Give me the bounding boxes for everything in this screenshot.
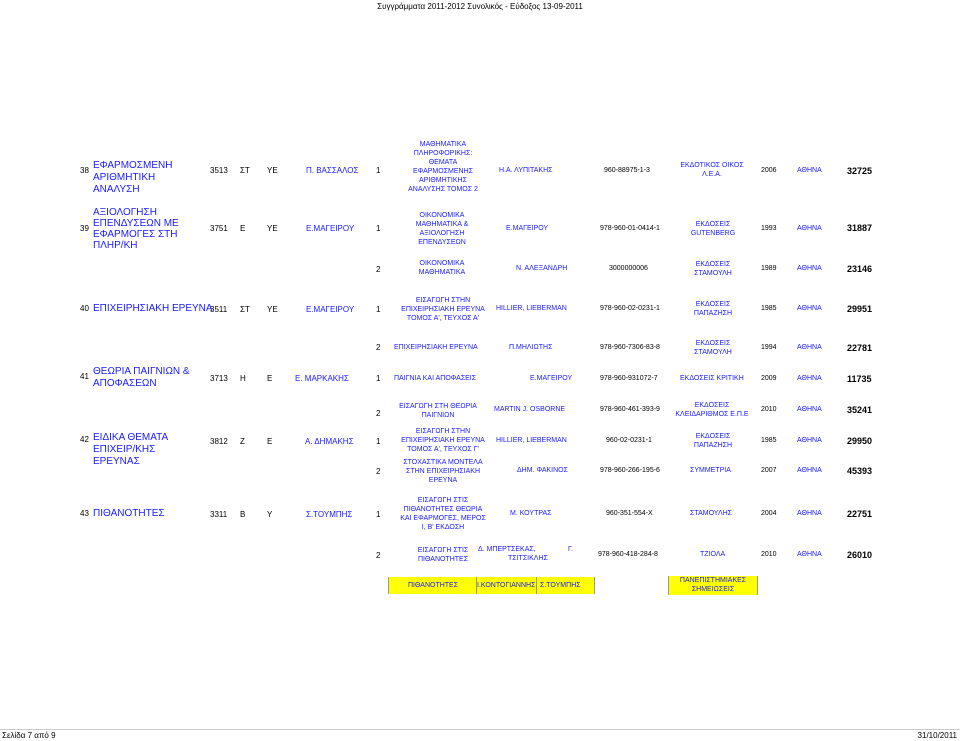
eudoxus-code: 45393 — [847, 466, 873, 476]
isbn: 978-960-461-393-9 — [600, 406, 660, 413]
publisher: ΕΚΔΟΣΕΙΣ GUTENBERG — [690, 221, 736, 237]
book-title: ΕΙΣΑΓΩΓΗ ΣΤΙΣ ΠΙΘΑΝΟΤΗΤΕΣ — [417, 547, 469, 563]
city: ΑΘΗΝΑ — [797, 375, 822, 382]
semester: ΣΤ — [240, 305, 250, 314]
city: ΑΘΗΝΑ — [797, 510, 822, 517]
semester: Ζ — [240, 437, 245, 446]
city: ΑΘΗΝΑ — [797, 551, 822, 558]
eudoxus-code: 26010 — [847, 550, 873, 560]
publisher: ΕΚΔΟΣΕΙΣ ΚΛΕΙΔΑΡΙΘΜΟΣ Ε.Π.Ε — [675, 402, 749, 418]
year: 1985 — [761, 305, 777, 312]
isbn: 978-960-418-284-8 — [598, 551, 658, 558]
isbn: 978-960-266-195-6 — [600, 467, 660, 474]
professor: Ε. ΜΑΡΚΑΚΗΣ — [295, 374, 349, 383]
eudoxus-code: 22751 — [847, 509, 873, 519]
publisher: ΕΚΔΟΣΕΙΣ ΣΤΑΜΟΥΛΗ — [694, 340, 732, 356]
book-author: Ν. ΑΛΕΞΑΝΔΡΗ — [516, 265, 568, 272]
book-title: ΜΑΘΗΜΑΤΙΚΑ ΠΛΗΡΟΦΟΡΙΚΗΣ: ΘΕΜΑΤΑ ΕΦΑΡΜΟΣΜΕΝΗΣ ΑΡΙΘΜΗΤΙΚΗΣ ΑΝΑΛΥΣΗΣ ΤΟΜΟΣ 2 — [408, 141, 478, 193]
year: 1989 — [761, 265, 777, 272]
course-code-number: 43 — [80, 509, 89, 518]
year: 2004 — [761, 510, 777, 517]
book-option: 1 — [376, 166, 381, 175]
year: 2010 — [761, 406, 777, 413]
book-title: ΠΑΙΓΝΙΑ ΚΑΙ ΑΠΟΦΑΣΕΙΣ — [394, 375, 477, 382]
page-header: Συγγράμματα 2011-2012 Συνολικός - Εύδοξος 13-09-2011 — [377, 2, 583, 11]
course-title: ΘΕΩΡΙΑ ΠΑΙΓΝΙΩΝ & ΑΠΟΦΑΣΕΩΝ — [93, 366, 190, 389]
book-option: 2 — [376, 467, 381, 476]
publisher: ΕΚΔΟΣΕΙΣ ΠΑΠΑΖΗΣΗ — [693, 433, 733, 449]
book-title: ΕΙΣΑΓΩΓΗ ΣΤΗ ΘΕΩΡΙΑ ΠΑΙΓΝΙΩΝ — [399, 403, 477, 419]
course-type: ΥΕ — [267, 166, 278, 175]
course-title: ΕΙΔΙΚΑ ΘΕΜΑΤΑ ΕΠΙΧΕΙΡ/ΚΗΣ ΕΡΕΥΝΑΣ — [93, 432, 168, 467]
book-title: ΟΙΚΟΝΟΜΙΚΑ ΜΑΘΗΜΑΤΙΚΑ & ΑΞΙΟΛΟΓΗΣΗ ΕΠΕΝΔΥΣΕΩΝ — [415, 212, 469, 246]
course-id: 3812 — [210, 437, 228, 446]
course-type: Ε — [267, 437, 273, 446]
professor: Α. ΔΗΜΑΚΗΣ — [305, 437, 354, 446]
book-option: 1 — [376, 510, 381, 519]
professor: Ε.ΜΑΓΕΙΡΟΥ — [306, 305, 355, 314]
city: ΑΘΗΝΑ — [797, 167, 822, 174]
book-author-a: Ι.ΚΟΝΤΟΓΙΑΝΝΗΣ — [476, 577, 537, 594]
course-code-number: 39 — [80, 224, 89, 233]
semester: Η — [240, 374, 246, 383]
book-option: 2 — [376, 409, 381, 418]
publisher: ΣΥΜΜΕΤΡΙΑ — [690, 467, 731, 474]
course-code-number: 42 — [80, 435, 89, 444]
course-type: ΥΕ — [267, 305, 278, 314]
year: 1985 — [761, 437, 777, 444]
course-code-number: 40 — [80, 304, 89, 313]
book-title: ΕΙΣΑΓΩΓΗ ΣΤΗΝ ΕΠΙΧΕΙΡΗΣΙΑΚΗ ΕΡΕΥΝΑ ΤΟΜΟΣ Α', ΤΕΥΧΟΣ Α' — [401, 297, 485, 322]
year: 2010 — [761, 551, 777, 558]
semester: Ε — [240, 224, 246, 233]
isbn: 978-960-02-0231-1 — [600, 305, 660, 312]
city: ΑΘΗΝΑ — [797, 305, 822, 312]
book-option: 2 — [376, 265, 381, 274]
city: ΑΘΗΝΑ — [797, 467, 822, 474]
eudoxus-code: 29950 — [847, 436, 873, 446]
book-option: 1 — [376, 224, 381, 233]
course-code-number: 41 — [80, 372, 89, 381]
book-title: ΕΙΣΑΓΩΓΗ ΣΤΗΝ ΕΠΙΧΕΙΡΗΣΙΑΚΗ ΕΡΕΥΝΑ ΤΟΜΟΣ Α', ΤΕΥΧΟΣ Γ' — [401, 428, 485, 453]
eudoxus-code: 32725 — [847, 166, 873, 176]
city: ΑΘΗΝΑ — [797, 225, 822, 232]
book-title: ΣΤΟΧΑΣΤΙΚΑ ΜΟΝΤΕΛΑ ΣΤΗΝ ΕΠΙΧΕΙΡΗΣΙΑΚΗ ΕΡΕΥΝΑ — [403, 459, 483, 484]
book-author: Ε.ΜΑΓΕΙΡΟΥ — [530, 375, 573, 382]
isbn: 960-02-0231-1 — [606, 437, 652, 444]
book-author: Μ. ΚΟΥΤΡΑΣ — [510, 510, 552, 517]
isbn: 978-960-01-0414-1 — [600, 225, 660, 232]
city: ΑΘΗΝΑ — [797, 344, 822, 351]
book-author-c: ΤΣΙΤΣΙΚΛΗΣ — [508, 555, 548, 562]
book-author: Ε.ΜΑΓΕΙΡΟΥ — [506, 225, 549, 232]
footer-date: 31/10/2011 — [917, 731, 957, 740]
professor: Ε.ΜΑΓΕΙΡΟΥ — [306, 224, 355, 233]
year: 2006 — [761, 167, 777, 174]
publisher: ΠΑΝΕΠΙΣΤΗΜΙΑΚΕΣ ΣΗΜΕΙΩΣΕΙΣ — [668, 576, 758, 595]
course-type: ΥΕ — [267, 224, 278, 233]
publisher: ΣΤΑΜΟΥΛΗΣ — [690, 510, 733, 517]
eudoxus-code: 11735 — [847, 374, 872, 384]
city: ΑΘΗΝΑ — [797, 437, 822, 444]
book-author-b: Σ.ΤΟΥΜΠΗΣ — [536, 577, 595, 594]
book-author: Π.ΜΗΛΙΩΤΗΣ — [509, 344, 553, 351]
professor: Π. ΒΑΣΣΑΛΟΣ — [306, 166, 359, 175]
book-title: ΠΙΘΑΝΟΤΗΤΕΣ — [388, 577, 477, 594]
course-id: 3311 — [210, 510, 228, 519]
publisher: ΤΖΙΟΛΑ — [700, 551, 726, 558]
year: 1993 — [761, 225, 777, 232]
book-author: HILLIER, LIEBERMAN — [496, 305, 567, 312]
book-author: HILLIER, LIEBERMAN — [496, 437, 567, 444]
publisher: ΕΚΔΟΣΕΙΣ ΣΤΑΜΟΥΛΗ — [694, 261, 732, 277]
isbn: 978-960-931072-7 — [600, 375, 658, 382]
course-id: 3511 — [210, 305, 228, 314]
eudoxus-code: 23146 — [847, 264, 873, 274]
page-number: Σελίδα 7 από 9 — [2, 731, 56, 740]
course-code-number: 38 — [80, 166, 89, 175]
book-author-a: Δ. ΜΠΕΡΤΣΕΚΑΣ, — [478, 546, 536, 553]
book-option: 2 — [376, 551, 381, 560]
publisher: ΕΚΔΟΤΙΚΟΣ ΟΙΚΟΣ Λ.Ε.Α. — [680, 162, 744, 178]
eudoxus-code: 29951 — [847, 304, 873, 314]
book-option: 2 — [376, 343, 381, 352]
semester: Β — [240, 510, 246, 519]
year: 1994 — [761, 344, 777, 351]
book-option: 1 — [376, 437, 381, 446]
book-option: 1 — [376, 305, 381, 314]
book-title: ΕΙΣΑΓΩΓΗ ΣΤΙΣ ΠΙΘΑΝΟΤΗΤΕΣ ΘΕΩΡΙΑ ΚΑΙ ΕΦΑΡΜΟΓΕΣ, ΜΕΡΟΣ Ι, Β' ΕΚΔΟΣΗ — [400, 497, 486, 531]
isbn: 960-88975-1-3 — [604, 167, 650, 174]
semester: ΣΤ — [240, 166, 250, 175]
eudoxus-code: 35241 — [847, 405, 873, 415]
book-author: ΔΗΜ. ΦΑΚΙΝΟΣ — [517, 467, 568, 474]
year: 2009 — [761, 375, 777, 382]
eudoxus-code: 31887 — [847, 223, 873, 233]
isbn: 960-351-554-X — [606, 510, 653, 517]
course-title: ΠΙΘΑΝΟΤΗΤΕΣ — [93, 508, 165, 519]
publisher: ΕΚΔΟΣΕΙΣ ΠΑΠΑΖΗΣΗ — [693, 301, 733, 317]
course-title: ΕΦΑΡΜΟΣΜΕΝΗ ΑΡΙΘΜΗΤΙΚΗ ΑΝΑΛΥΣΗ — [93, 160, 173, 195]
book-author: MARTIN J. OSBORNE — [494, 406, 566, 413]
footer-divider — [0, 729, 960, 730]
eudoxus-code: 22781 — [847, 343, 873, 353]
year: 2007 — [761, 467, 777, 474]
course-title: ΕΠΙΧΕΙΡΗΣΙΑΚΗ ΕΡΕΥΝΑ — [93, 303, 213, 314]
city: ΑΘΗΝΑ — [797, 265, 822, 272]
book-author-b: Γ. — [568, 546, 574, 553]
publisher: ΕΚΔΟΣΕΙΣ ΚΡΙΤΙΚΗ — [680, 375, 744, 382]
book-title: ΟΙΚΟΝΟΜΙΚΑ ΜΑΘΗΜΑΤΙΚΑ — [418, 260, 466, 276]
course-type: Ε — [267, 374, 273, 383]
book-author: Η.Α. ΛΥΠΙΤΑΚΗΣ — [499, 167, 553, 174]
isbn: 978-960-7306-83-8 — [600, 344, 660, 351]
city: ΑΘΗΝΑ — [797, 406, 822, 413]
book-title: ΕΠΙΧΕΙΡΗΣΙΑΚΗ ΕΡΕΥΝΑ — [394, 344, 478, 351]
professor: Σ.ΤΟΥΜΠΗΣ — [306, 510, 353, 519]
course-id: 3513 — [210, 166, 228, 175]
course-id: 3713 — [210, 374, 228, 383]
course-id: 3751 — [210, 224, 228, 233]
course-title: ΑΞΙΟΛΟΓΗΣΗ ΕΠΕΝΔΥΣΕΩΝ ΜΕ ΕΦΑΡΜΟΓΕΣ ΣΤΗ ΠΛΗΡ/ΚΗ — [93, 207, 179, 251]
isbn: 3000000006 — [609, 265, 648, 272]
book-option: 1 — [376, 374, 381, 383]
course-type: Υ — [267, 510, 273, 519]
